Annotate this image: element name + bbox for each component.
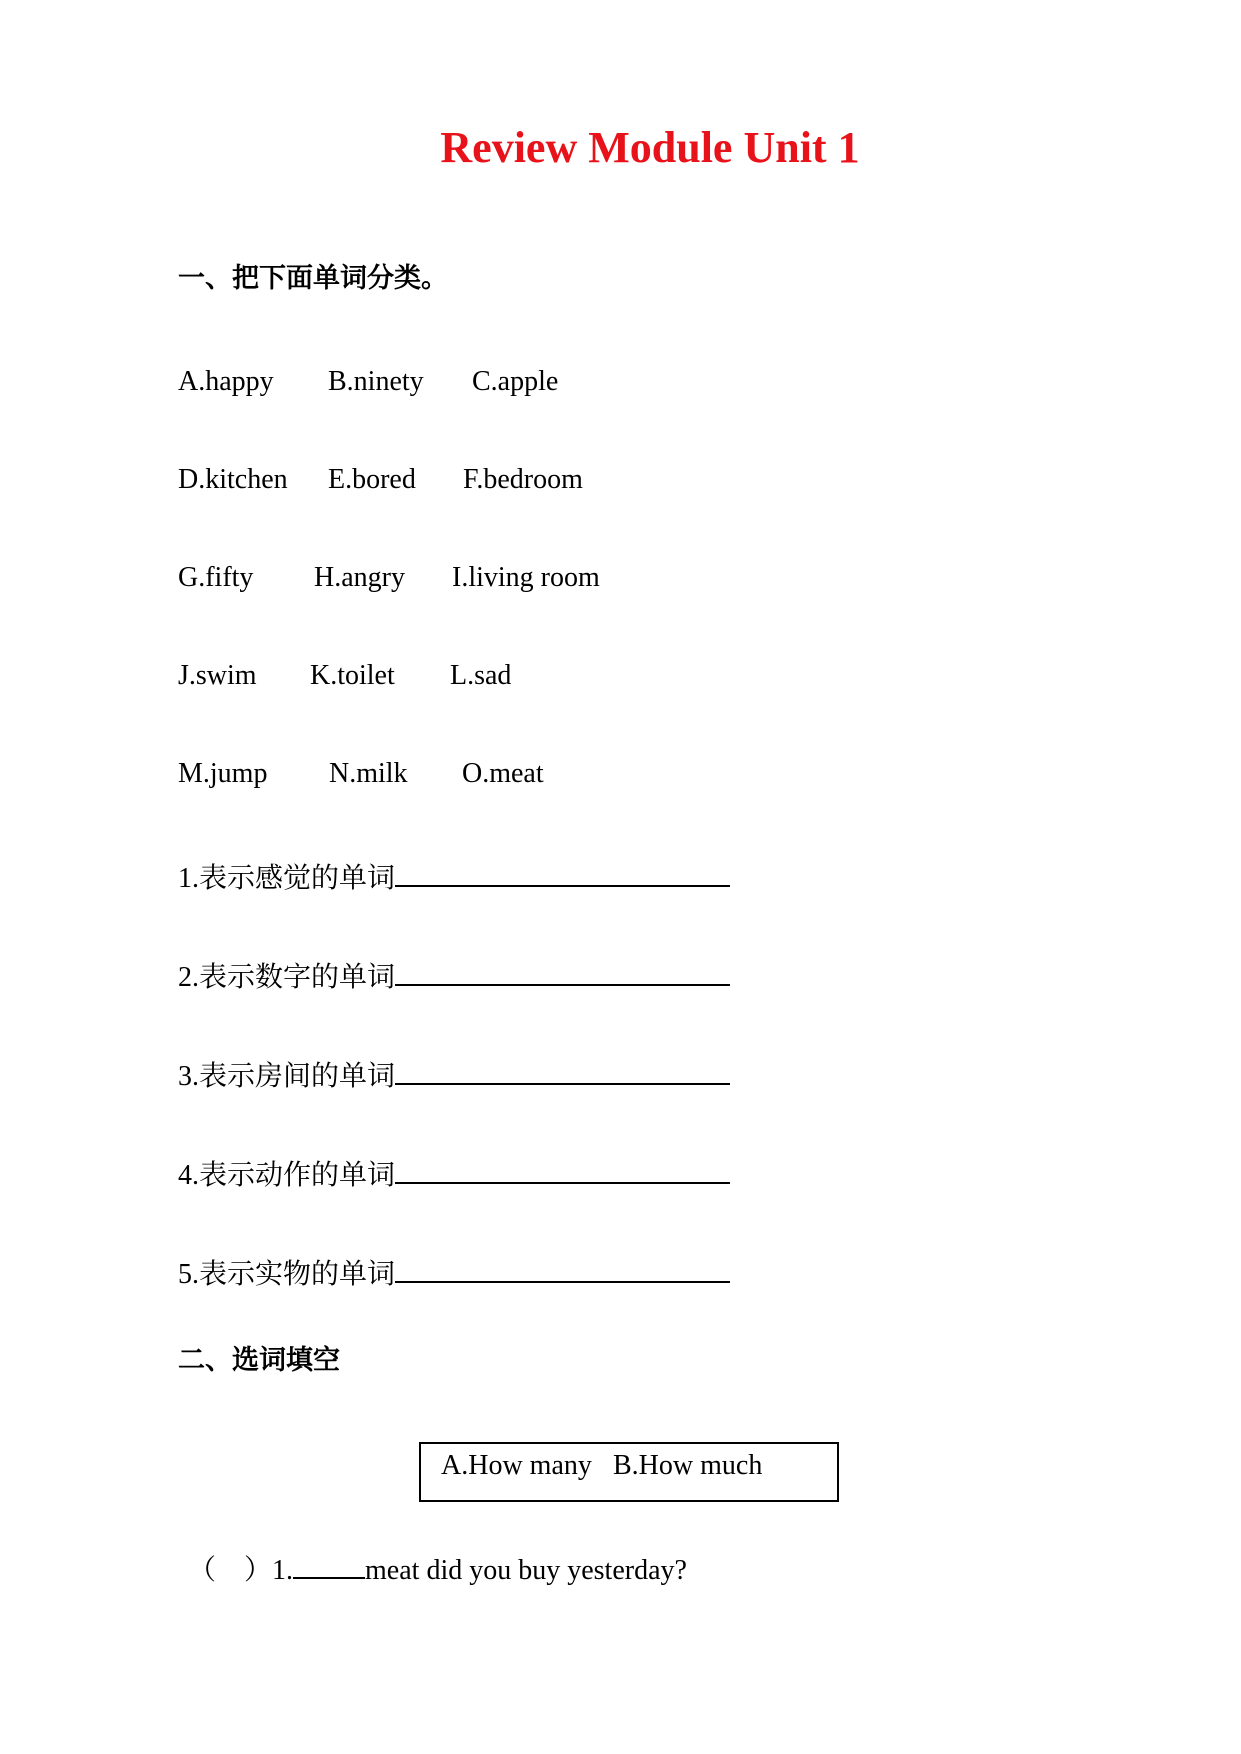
word-option: K.toilet bbox=[310, 660, 395, 691]
answer-blank[interactable] bbox=[395, 1156, 730, 1184]
page-title: Review Module Unit 1 bbox=[440, 123, 860, 172]
fill-blank[interactable] bbox=[293, 1553, 365, 1579]
question-label: 2.表示数字的单词 bbox=[178, 962, 396, 993]
classification-question bbox=[178, 1153, 730, 1193]
question-label: 5.表示实物的单词 bbox=[178, 1259, 396, 1290]
word-option: G.fifty bbox=[178, 562, 254, 593]
section-2-heading: 二、选词填空 bbox=[178, 1345, 340, 1375]
classification-question bbox=[178, 856, 730, 896]
answer-blank[interactable] bbox=[395, 958, 730, 986]
fill-blank-item bbox=[188, 1548, 687, 1588]
answer-paren-open: （ bbox=[188, 1555, 217, 1586]
item-number: 1. bbox=[272, 1555, 294, 1586]
classification-question bbox=[178, 955, 730, 995]
word-bank-box bbox=[419, 1442, 839, 1502]
word-option: D.kitchen bbox=[178, 464, 288, 495]
answer-paren-close: ） bbox=[244, 1555, 273, 1586]
word-option: A.happy bbox=[178, 366, 274, 397]
item-text: meat did you buy yesterday? bbox=[365, 1555, 687, 1586]
word-option: M.jump bbox=[178, 758, 268, 789]
word-bank-option: B.How much bbox=[613, 1450, 763, 1481]
word-option: F.bedroom bbox=[463, 464, 583, 495]
classification-question bbox=[178, 1252, 730, 1292]
question-label: 4.表示动作的单词 bbox=[178, 1160, 396, 1191]
word-option: O.meat bbox=[462, 758, 544, 789]
answer-blank[interactable] bbox=[395, 859, 730, 887]
word-option: H.angry bbox=[314, 562, 405, 593]
answer-blank[interactable] bbox=[395, 1057, 730, 1085]
word-option: N.milk bbox=[329, 758, 408, 789]
word-option: C.apple bbox=[472, 366, 559, 397]
word-bank-option: A.How many bbox=[441, 1450, 592, 1481]
word-option: L.sad bbox=[450, 660, 512, 691]
question-label: 3.表示房间的单词 bbox=[178, 1061, 396, 1092]
answer-blank[interactable] bbox=[395, 1255, 730, 1283]
word-option: E.bored bbox=[328, 464, 416, 495]
question-label: 1.表示感觉的单词 bbox=[178, 863, 396, 894]
word-option: B.ninety bbox=[328, 366, 424, 397]
word-option: I.living room bbox=[452, 562, 600, 593]
classification-question bbox=[178, 1054, 730, 1094]
section-1-heading: 一、把下面单词分类。 bbox=[178, 263, 448, 293]
word-option: J.swim bbox=[178, 660, 257, 691]
